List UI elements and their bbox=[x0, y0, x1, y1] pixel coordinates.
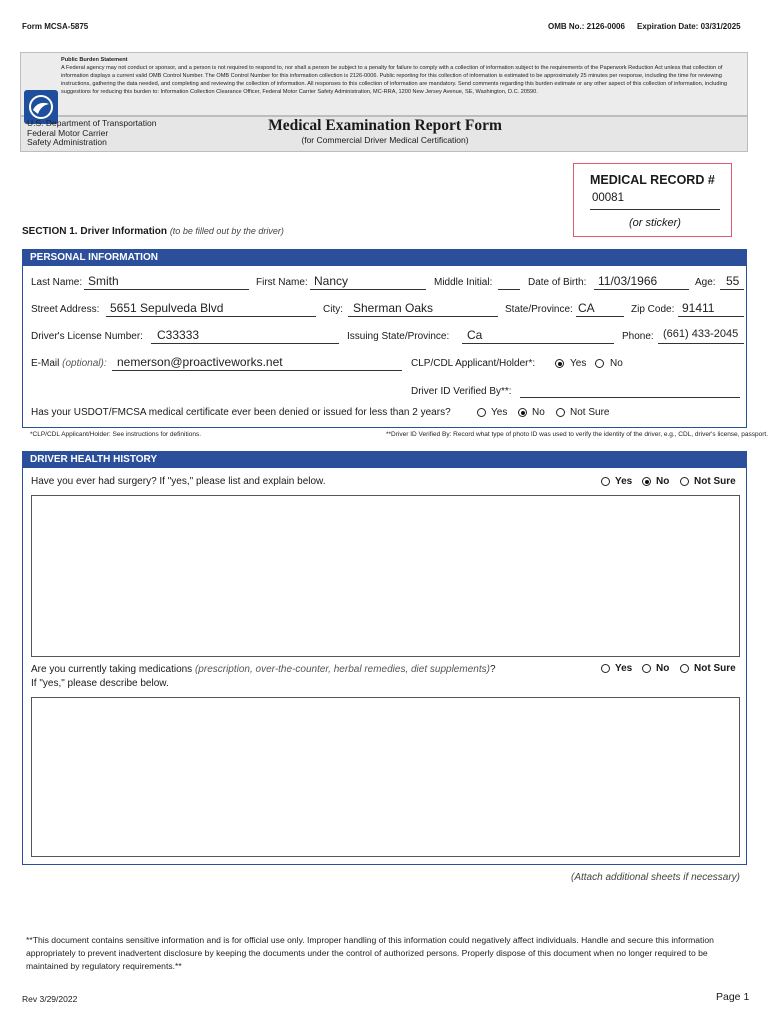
page-subtitle: (for Commercial Driver Medical Certification) bbox=[301, 135, 469, 145]
surgery-no-label: No bbox=[656, 476, 670, 487]
medical-record-sticker-note: (or sticker) bbox=[629, 217, 681, 229]
street-label: Street Address: bbox=[31, 304, 100, 315]
page-number: Page 1 bbox=[716, 991, 750, 1003]
street-field[interactable]: 5651 Sepulveda Blvd bbox=[110, 301, 224, 315]
surgery-yes-label: Yes bbox=[615, 476, 633, 487]
city-field[interactable]: Sherman Oaks bbox=[353, 301, 434, 315]
last-name-label: Last Name: bbox=[31, 277, 83, 288]
denied-no-label: No bbox=[532, 407, 545, 418]
license-label: Driver's License Number: bbox=[31, 331, 143, 342]
issuing-state-label: Issuing State/Province: bbox=[347, 331, 450, 342]
medications-not-sure-radio[interactable] bbox=[680, 664, 689, 673]
clp-cdl-no-label: No bbox=[610, 358, 623, 369]
license-field[interactable]: C33333 bbox=[157, 328, 200, 342]
zip-field[interactable]: 91411 bbox=[682, 301, 715, 315]
burden-title: Public Burden Statement bbox=[61, 57, 128, 63]
denied-yes-label: Yes bbox=[491, 407, 508, 418]
footnote-id-verified: **Driver ID Verified By: Record what type of photo ID was used to verify the identity of the driver, e.g., CDL, driver's license, passport. bbox=[386, 431, 769, 438]
denied-yes-radio[interactable] bbox=[477, 408, 486, 417]
medical-record-number[interactable]: 00081 bbox=[592, 192, 624, 204]
denied-not-sure-label: Not Sure bbox=[570, 407, 610, 418]
burden-body: A Federal agency may not conduct or sponsor, and a person is not required to respond to, nor shall a person be subject to a penalty for failure to comply with a collection of information subject to the requirements of the Paperwork Reduction Act unless that collection of information displays a current valid OMB Control Number. The OMB Control Number for this information collection is 2126-0006. Public reporting for this collection of information is estimated to be approximately 25 minutes per response, including the time for reviewing instructions, gathering the data needed, and completing and reviewing the collection of information. All responses to this collection of information are mandatory. Send comments regarding this burden estimate or any other aspect of this collection of information, including suggestions for reducing this burden to: Information Collection Clearance Officer, Federal Motor Carrier Safety Administration, MC-RRA, 1200 New Jersey Avenue, SE, Washington, D.C. 20590. bbox=[61, 65, 727, 95]
surgery-not-sure-label: Not Sure bbox=[694, 476, 736, 487]
email-label: E-Mail (optional): bbox=[31, 358, 107, 369]
clp-cdl-yes-label: Yes bbox=[570, 358, 587, 369]
medical-record-label: MEDICAL RECORD # bbox=[590, 173, 715, 187]
surgery-explanation-textarea[interactable] bbox=[31, 495, 740, 657]
phone-label: Phone: bbox=[622, 331, 654, 342]
omb-number: OMB No.: 2126-0006 bbox=[548, 22, 625, 31]
medications-question: Are you currently taking medications (prescription, over-the-counter, herbal remedies, diet supplements)? bbox=[31, 664, 496, 675]
first-name-label: First Name: bbox=[256, 277, 308, 288]
denied-not-sure-radio[interactable] bbox=[556, 408, 565, 417]
denied-no-radio[interactable] bbox=[518, 408, 527, 417]
city-label: City: bbox=[323, 304, 343, 315]
middle-initial-label: Middle Initial: bbox=[434, 277, 493, 288]
medications-description-textarea[interactable] bbox=[31, 697, 740, 857]
age-label: Age: bbox=[695, 277, 716, 288]
first-name-field[interactable]: Nancy bbox=[314, 274, 349, 288]
email-field[interactable]: nemerson@proactiveworks.net bbox=[117, 355, 283, 369]
medications-no-label: No bbox=[656, 663, 670, 674]
dob-label: Date of Birth: bbox=[528, 277, 587, 288]
medications-yes-label: Yes bbox=[615, 663, 633, 674]
form-id: Form MCSA-5875 bbox=[22, 22, 89, 31]
section1-heading: SECTION 1. Driver Information (to be filled out by the driver) bbox=[22, 226, 284, 237]
expiration-date: Expiration Date: 03/31/2025 bbox=[637, 22, 741, 31]
page-title: Medical Examination Report Form bbox=[268, 117, 502, 134]
medical-record-underline bbox=[590, 209, 720, 210]
last-name-field[interactable]: Smith bbox=[88, 274, 119, 288]
phone-field[interactable]: (661) 433-2045 bbox=[663, 328, 739, 340]
surgery-yes-radio[interactable] bbox=[601, 477, 610, 486]
dob-field[interactable]: 11/03/1966 bbox=[598, 274, 658, 288]
surgery-no-radio[interactable] bbox=[642, 477, 651, 486]
agency-name: U.S. Department of Transportation Federal Motor Carrier Safety Administration bbox=[27, 118, 157, 147]
state-field[interactable]: CA bbox=[578, 301, 595, 315]
attach-sheets-note: (Attach additional sheets if necessary) bbox=[571, 872, 740, 883]
surgery-not-sure-radio[interactable] bbox=[680, 477, 689, 486]
health-history-header: DRIVER HEALTH HISTORY bbox=[22, 451, 747, 468]
medications-followup: If "yes," please describe below. bbox=[31, 678, 169, 689]
surgery-question: Have you ever had surgery? If "yes," please list and explain below. bbox=[31, 476, 326, 487]
age-field[interactable]: 55 bbox=[726, 274, 740, 288]
clp-cdl-label: CLP/CDL Applicant/Holder*: bbox=[411, 358, 536, 369]
issuing-state-field[interactable]: Ca bbox=[467, 328, 483, 342]
medications-no-radio[interactable] bbox=[642, 664, 651, 673]
medications-not-sure-label: Not Sure bbox=[694, 663, 736, 674]
personal-info-header: PERSONAL INFORMATION bbox=[22, 249, 747, 266]
footnote-clp: *CLP/CDL Applicant/Holder: See instructions for definitions. bbox=[30, 431, 202, 438]
certificate-denied-question: Has your USDOT/FMCSA medical certificate ever been denied or issued for less than 2 years? bbox=[31, 407, 451, 418]
sensitive-info-notice: **This document contains sensitive information and is for official use only. Improper handling of this information could negatively affect individuals. Handle and secure this information appropriately to prevent inadvertent disclosure by keeping the documents under the control of authorized persons. Properly dispose of this document when no longer required to be maintained by regulatory requirements.** bbox=[26, 935, 714, 971]
clp-cdl-no-radio[interactable] bbox=[595, 359, 604, 368]
clp-cdl-yes-radio[interactable] bbox=[555, 359, 564, 368]
state-label: State/Province: bbox=[505, 304, 573, 315]
medications-yes-radio[interactable] bbox=[601, 664, 610, 673]
driver-id-verified-label: Driver ID Verified By**: bbox=[411, 386, 512, 397]
burden-statement bbox=[61, 56, 745, 96]
revision-date: Rev 3/29/2022 bbox=[22, 994, 78, 1004]
zip-label: Zip Code: bbox=[631, 304, 675, 315]
